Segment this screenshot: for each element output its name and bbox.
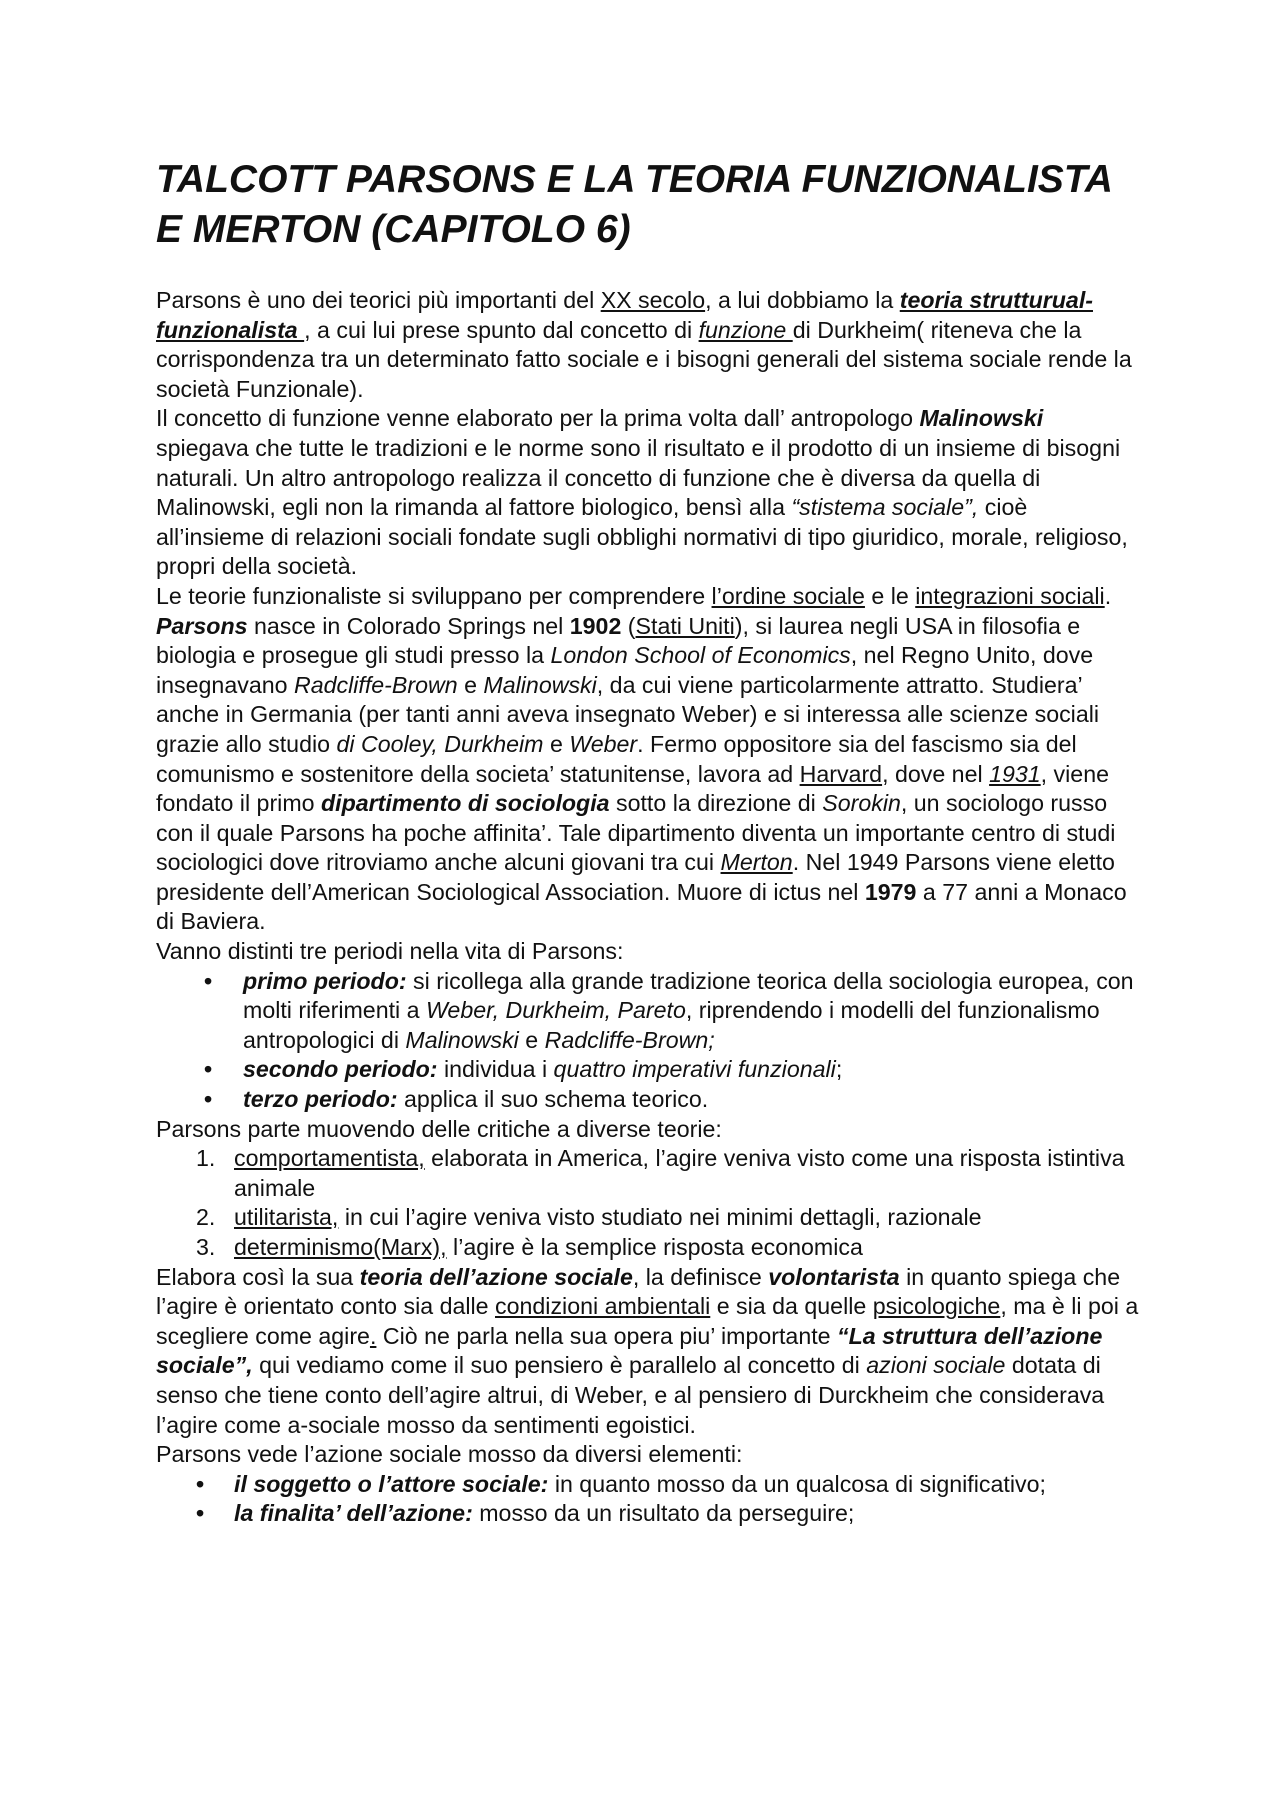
text-run: di Durkheim( riteneva che la corrispondenza tra un determinato fatto sociale e i bisogni generali del sistema sociale rende la società Funzionale).	[156, 316, 1132, 402]
term-funzione: funzione	[698, 316, 793, 343]
term-teoria-strutturual-funzionalista: teoria strutturual-funzionalista	[156, 287, 1093, 343]
term-volontarista: volontarista	[768, 1263, 900, 1290]
underlined-term-condizioni-ambientali: condizioni ambientali	[495, 1293, 711, 1320]
text-run: Le teorie funzionaliste si sviluppano per comprendere	[156, 582, 712, 609]
paragraph-biografia	[156, 612, 1141, 938]
underlined-term-integrazioni-sociali: integrazioni sociali	[915, 582, 1105, 609]
element-label: il soggetto o l’attore sociale:	[234, 1470, 549, 1497]
elementi-list	[156, 1470, 1141, 1529]
text-run: Il concetto di funzione venne elaborato per la prima volta dall’ antropologo	[156, 405, 920, 432]
text-run: , a lui dobbiamo la	[705, 287, 900, 313]
year-1902: 1902	[569, 612, 622, 639]
period-label: terzo periodo:	[243, 1086, 398, 1113]
list-item	[156, 1055, 1141, 1085]
text-run: spiegava che tutte le tradizioni e le norme sono il risultato e il prodotto di un insieme di bisogni naturali. Un altro antropologo realizza il concetto di funzione che è diversa da quella di Malinowski, egli non la rimanda al fattore biologico, bensì alla	[156, 434, 1121, 521]
underlined-term-determinismo: determinismo(Marx),	[234, 1234, 447, 1260]
text-run: sotto la direzione di	[609, 790, 823, 817]
text-run: individua i	[437, 1056, 554, 1083]
bullet-icon: •	[204, 1056, 213, 1083]
text-run: ), si laurea negli USA in filosofia e biologia e prosegue gli studi presso la	[156, 612, 1081, 669]
paragraph-malinowski	[156, 404, 1141, 582]
term-weber: Weber	[569, 730, 638, 757]
year-1931: 1931	[989, 760, 1041, 787]
text-run: . Fermo oppositore sia del fascismo sia del comunismo e sostenitore della societa’ statunitense, lavora ad	[156, 730, 1077, 787]
paragraph-teorie-funzionaliste	[156, 582, 1141, 612]
text-run: si ricollega alla grande tradizione teorica della sociologia europea, con molti riferimenti a	[243, 967, 1134, 1024]
list-number: 3.	[196, 1234, 216, 1260]
term-malinowski: Malinowski	[919, 405, 1044, 432]
text-run: dotata di senso che tiene conto dell’agire altrui, di Weber, e al pensiero di Durckheim che considerava l’agire come a-sociale mosso da sentimenti egoistici.	[156, 1352, 1105, 1438]
period-label: secondo periodo:	[243, 1056, 438, 1083]
term-sorokin: Sorokin	[822, 790, 901, 817]
elementi-intro: Parsons vede l’azione sociale mosso da diversi elementi:	[156, 1441, 743, 1468]
term-merton: Merton	[720, 849, 793, 876]
term-struttura-azione-sociale: “La struttura dell’azione sociale”,	[156, 1322, 1103, 1379]
text-run: , viene fondato il primo	[156, 760, 1109, 817]
text-run: in quanto mosso da un qualcosa di significativo;	[548, 1470, 1046, 1497]
list-item	[156, 1203, 1141, 1233]
list-item	[156, 1499, 1141, 1529]
text-run: in cui l’agire veniva visto studiato nei minimi dettagli, razionale	[338, 1204, 982, 1231]
term-azioni-sociale: azioni sociale	[866, 1352, 1006, 1379]
term-london-school: London School of Economics	[550, 642, 851, 669]
text-run: cioè all’insieme di relazioni sociali fondate sugli obblighi normativi di tipo giuridico, morale, religioso, propri della società.	[156, 494, 1128, 580]
text-run: e	[543, 730, 570, 757]
document-body	[156, 286, 1141, 1529]
text-run: l’agire è la semplice risposta economica	[446, 1234, 863, 1260]
underlined-term-xx-secolo: XX secolo	[600, 287, 706, 313]
bullet-icon: •	[204, 1086, 213, 1113]
period-label: primo periodo:	[243, 967, 407, 994]
bullet-icon: •	[204, 967, 213, 994]
term-names: Weber, Durkheim, Pareto	[425, 997, 686, 1024]
text-run: applica il suo schema teorico.	[397, 1086, 709, 1113]
text-run: ;	[835, 1056, 843, 1083]
text-run: in quanto spiega che l’agire è orientato conto sia dalle	[156, 1263, 1121, 1320]
underlined-term-comportamentista: comportamentista,	[234, 1145, 425, 1172]
term-cooley-durkheim: di Cooley, Durkheim	[336, 730, 544, 757]
text-run: , nel Regno Unito, dove insegnavano	[156, 642, 1094, 698]
underlined-term-ordine-sociale: l’ordine sociale	[711, 582, 865, 609]
paragraph-intro	[156, 286, 1141, 404]
text-run: , riprendendo i modelli del funzionalismo antropologici di	[243, 997, 1100, 1053]
list-item	[156, 1144, 1141, 1203]
underlined-term-utilitarista: utilitarista,	[234, 1204, 339, 1231]
list-item	[156, 1470, 1141, 1500]
bullet-icon: •	[196, 1470, 205, 1497]
document-page	[156, 155, 1141, 1529]
text-run: Ciò ne parla nella sua opera piu’ importante	[376, 1322, 837, 1349]
term-radcliffe-brown: Radcliffe-Brown;	[544, 1026, 715, 1053]
term-malinowski: Malinowski	[483, 671, 597, 698]
text-run: , un sociologo russo con il quale Parsons ha poche affinita’. Tale dipartimento diventa un importante centro di studi sociologici dove ritroviamo anche alcuni giovani tra cui	[156, 790, 1116, 876]
text-run: e	[518, 1026, 545, 1053]
text-run: , la definisce	[632, 1263, 769, 1290]
term-teoria-azione-sociale: teoria dell’azione sociale	[359, 1263, 633, 1290]
critiche-list	[156, 1144, 1141, 1262]
text-run: elaborata in America, l’agire veniva visto come una risposta istintiva animale	[234, 1145, 1125, 1201]
list-item	[156, 967, 1141, 1056]
text-run: a 77 anni a Monaco di Baviera.	[156, 878, 1127, 935]
text-run: Elabora così la sua	[156, 1263, 360, 1290]
underlined-period: .	[369, 1322, 377, 1349]
term-malinowski: Malinowski	[405, 1026, 519, 1053]
text-run: . Nel 1949 Parsons viene eletto presidente dell’American Sociological Association. Muore di ictus nel	[156, 849, 1115, 905]
text-run: e le	[864, 582, 916, 609]
periodi-list	[156, 967, 1141, 1115]
list-item	[156, 1233, 1141, 1263]
term-dipartimento-sociologia: dipartimento di sociologia	[320, 790, 610, 817]
document-title: TALCOTT PARSONS E LA TEORIA FUNZIONALISTA E MERTON (CAPITOLO 6)	[156, 158, 1112, 251]
text-run: qui vediamo come il suo pensiero è parallelo al concetto di	[252, 1352, 867, 1379]
term-parsons: Parsons	[156, 612, 248, 639]
text-run: nasce in Colorado Springs nel	[247, 612, 570, 639]
periodi-intro: Vanno distinti tre periodi nella vita di Parsons:	[156, 938, 624, 965]
term-radcliffe-brown: Radcliffe-Brown	[293, 671, 458, 698]
text-run: mosso da un risultato da perseguire;	[472, 1500, 855, 1527]
text-run: , a cui lui prese spunto dal concetto di	[304, 316, 699, 343]
text-run: e	[457, 671, 484, 698]
text-run: , dove nel	[882, 760, 990, 787]
text-run: (	[621, 612, 636, 639]
text-run: Parsons è uno dei teorici più importanti del	[156, 287, 601, 313]
underlined-term-harvard: Harvard	[799, 760, 883, 787]
year-1979: 1979	[864, 878, 917, 905]
text-run: .	[1104, 582, 1112, 609]
term-stistema-sociale: “stistema sociale”,	[791, 494, 979, 521]
list-item	[156, 1085, 1141, 1115]
list-number: 1.	[196, 1145, 216, 1172]
underlined-term-stati-uniti: Stati Uniti	[635, 612, 735, 639]
paragraph-azione-sociale	[156, 1263, 1141, 1441]
text-run: e sia da quelle	[710, 1293, 873, 1320]
underlined-term-psicologiche: psicologiche	[872, 1293, 1001, 1320]
critiche-intro: Parsons parte muovendo delle critiche a diverse teorie:	[156, 1115, 722, 1142]
bullet-icon: •	[196, 1500, 205, 1527]
list-number: 2.	[196, 1204, 216, 1231]
text-run: , da cui viene particolarmente attratto. Studiera’ anche in Germania (per tanti anni aveva insegnato Weber) e si interessa alle scienze sociali grazie allo studio	[156, 671, 1100, 757]
term-quattro-imperativi: quattro imperativi funzionali	[553, 1056, 836, 1083]
element-label: la finalita’ dell’azione:	[234, 1500, 473, 1527]
text-run: , ma è li poi a scegliere come agire	[156, 1293, 1139, 1349]
